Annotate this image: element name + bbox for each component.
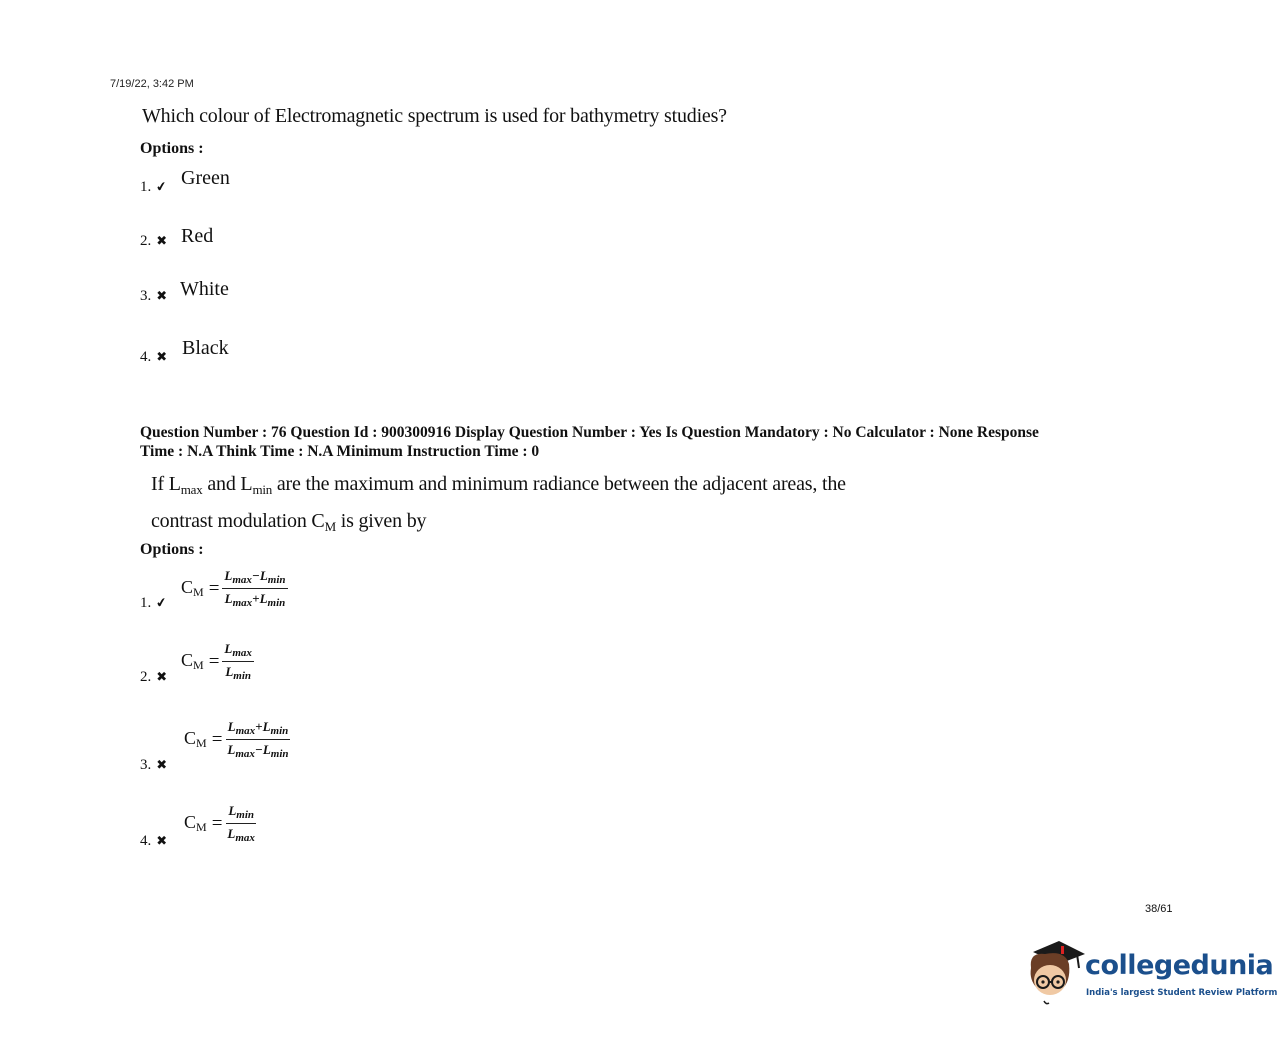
fraction-numerator: $L_{max}-L_{min}$ — [222, 568, 287, 589]
subscript: M — [324, 519, 336, 534]
question-2-text-line-1 — [151, 473, 846, 498]
text-fragment: and L — [202, 473, 253, 495]
equals-sign: = — [211, 728, 223, 750]
formula-lhs: $C_M$ — [184, 812, 207, 834]
fraction-denominator: $L_{max}-L_{min}$ — [227, 742, 289, 760]
option-number: 1. — [140, 595, 152, 611]
question-1-text: Which colour of Electromagnetic spectrum is used for bathymetry studies? — [142, 105, 727, 127]
fraction-numerator: $L_{max}$ — [222, 641, 254, 662]
subscript: min — [252, 482, 273, 497]
q1-option-1 — [140, 178, 167, 196]
fraction — [222, 568, 287, 609]
collegedunia-mascot-icon — [1025, 938, 1085, 1006]
formula-lhs: $C_M$ — [181, 577, 204, 599]
q1-option-4-text: Black — [182, 337, 229, 359]
q1-option-1-text: Green — [181, 167, 230, 189]
equals-sign: = — [211, 812, 223, 834]
q2-option-1 — [140, 594, 167, 612]
question-1-options-label: Options : — [140, 140, 204, 157]
q1-option-2 — [140, 232, 167, 250]
text-fragment: contrast modulation C — [151, 510, 325, 532]
q2-option-2-formula — [181, 641, 254, 682]
text-fragment: are the maximum and minimum radiance between the adjacent areas, the — [272, 473, 846, 495]
question-meta-line-2: Time : N.A Think Time : N.A Minimum Instruction Time : 0 — [140, 443, 540, 460]
question-2-options-label: Options : — [140, 541, 204, 558]
wrong-cross-icon: ✖ — [156, 289, 168, 304]
option-number: 3. — [140, 757, 152, 773]
q2-option-3 — [140, 756, 167, 774]
correct-check-icon: ✔ — [155, 179, 169, 196]
collegedunia-tagline: India's largest Student Review Platform — [1086, 988, 1278, 998]
formula-lhs: $C_M$ — [181, 650, 204, 672]
wrong-cross-icon: ✖ — [156, 758, 168, 773]
wrong-cross-icon: ✖ — [156, 234, 168, 249]
q2-option-4 — [140, 832, 167, 850]
wrong-cross-icon: ✖ — [156, 834, 168, 849]
option-number: 3. — [140, 288, 152, 304]
q2-option-2 — [140, 668, 167, 686]
option-number: 4. — [140, 349, 152, 365]
fraction — [225, 803, 257, 844]
fraction — [222, 641, 254, 682]
q2-option-4-formula — [184, 803, 257, 844]
option-number: 2. — [140, 669, 152, 685]
option-number: 4. — [140, 833, 152, 849]
formula-lhs: $C_M$ — [184, 728, 207, 750]
wrong-cross-icon: ✖ — [156, 670, 168, 685]
q1-option-2-text: Red — [181, 225, 214, 247]
option-number: 2. — [140, 233, 152, 249]
q1-option-3 — [140, 287, 167, 305]
fraction-numerator: $L_{min}$ — [226, 803, 256, 824]
question-meta — [140, 423, 1039, 461]
question-meta-line-1: Question Number : 76 Question Id : 900300916 Display Question Number : Yes Is Question Mandatory : No Calculator : None Response — [140, 424, 1039, 441]
question-2-text-line-2 — [151, 510, 426, 535]
page-number: 38/61 — [1145, 903, 1173, 915]
fraction — [225, 719, 290, 760]
q2-option-1-formula — [181, 568, 288, 609]
text-fragment: is given by — [335, 510, 427, 532]
text-fragment: If L — [151, 473, 181, 495]
q2-option-3-formula — [184, 719, 291, 760]
equals-sign: = — [208, 650, 220, 672]
option-number: 1. — [140, 179, 152, 195]
print-timestamp: 7/19/22, 3:42 PM — [110, 78, 194, 90]
correct-check-icon: ✔ — [155, 595, 169, 612]
fraction-numerator: $L_{max}+L_{min}$ — [226, 719, 291, 740]
collegedunia-logo-text: collegedunia — [1085, 950, 1274, 981]
fraction-denominator: $L_{max}$ — [227, 826, 255, 844]
fraction-denominator: $L_{max}+L_{min}$ — [224, 591, 286, 609]
q1-option-4 — [140, 348, 167, 366]
equals-sign: = — [208, 577, 220, 599]
subscript: max — [180, 482, 203, 497]
wrong-cross-icon: ✖ — [156, 350, 168, 365]
fraction-denominator: $L_{min}$ — [225, 664, 251, 682]
q1-option-3-text: White — [180, 278, 229, 300]
